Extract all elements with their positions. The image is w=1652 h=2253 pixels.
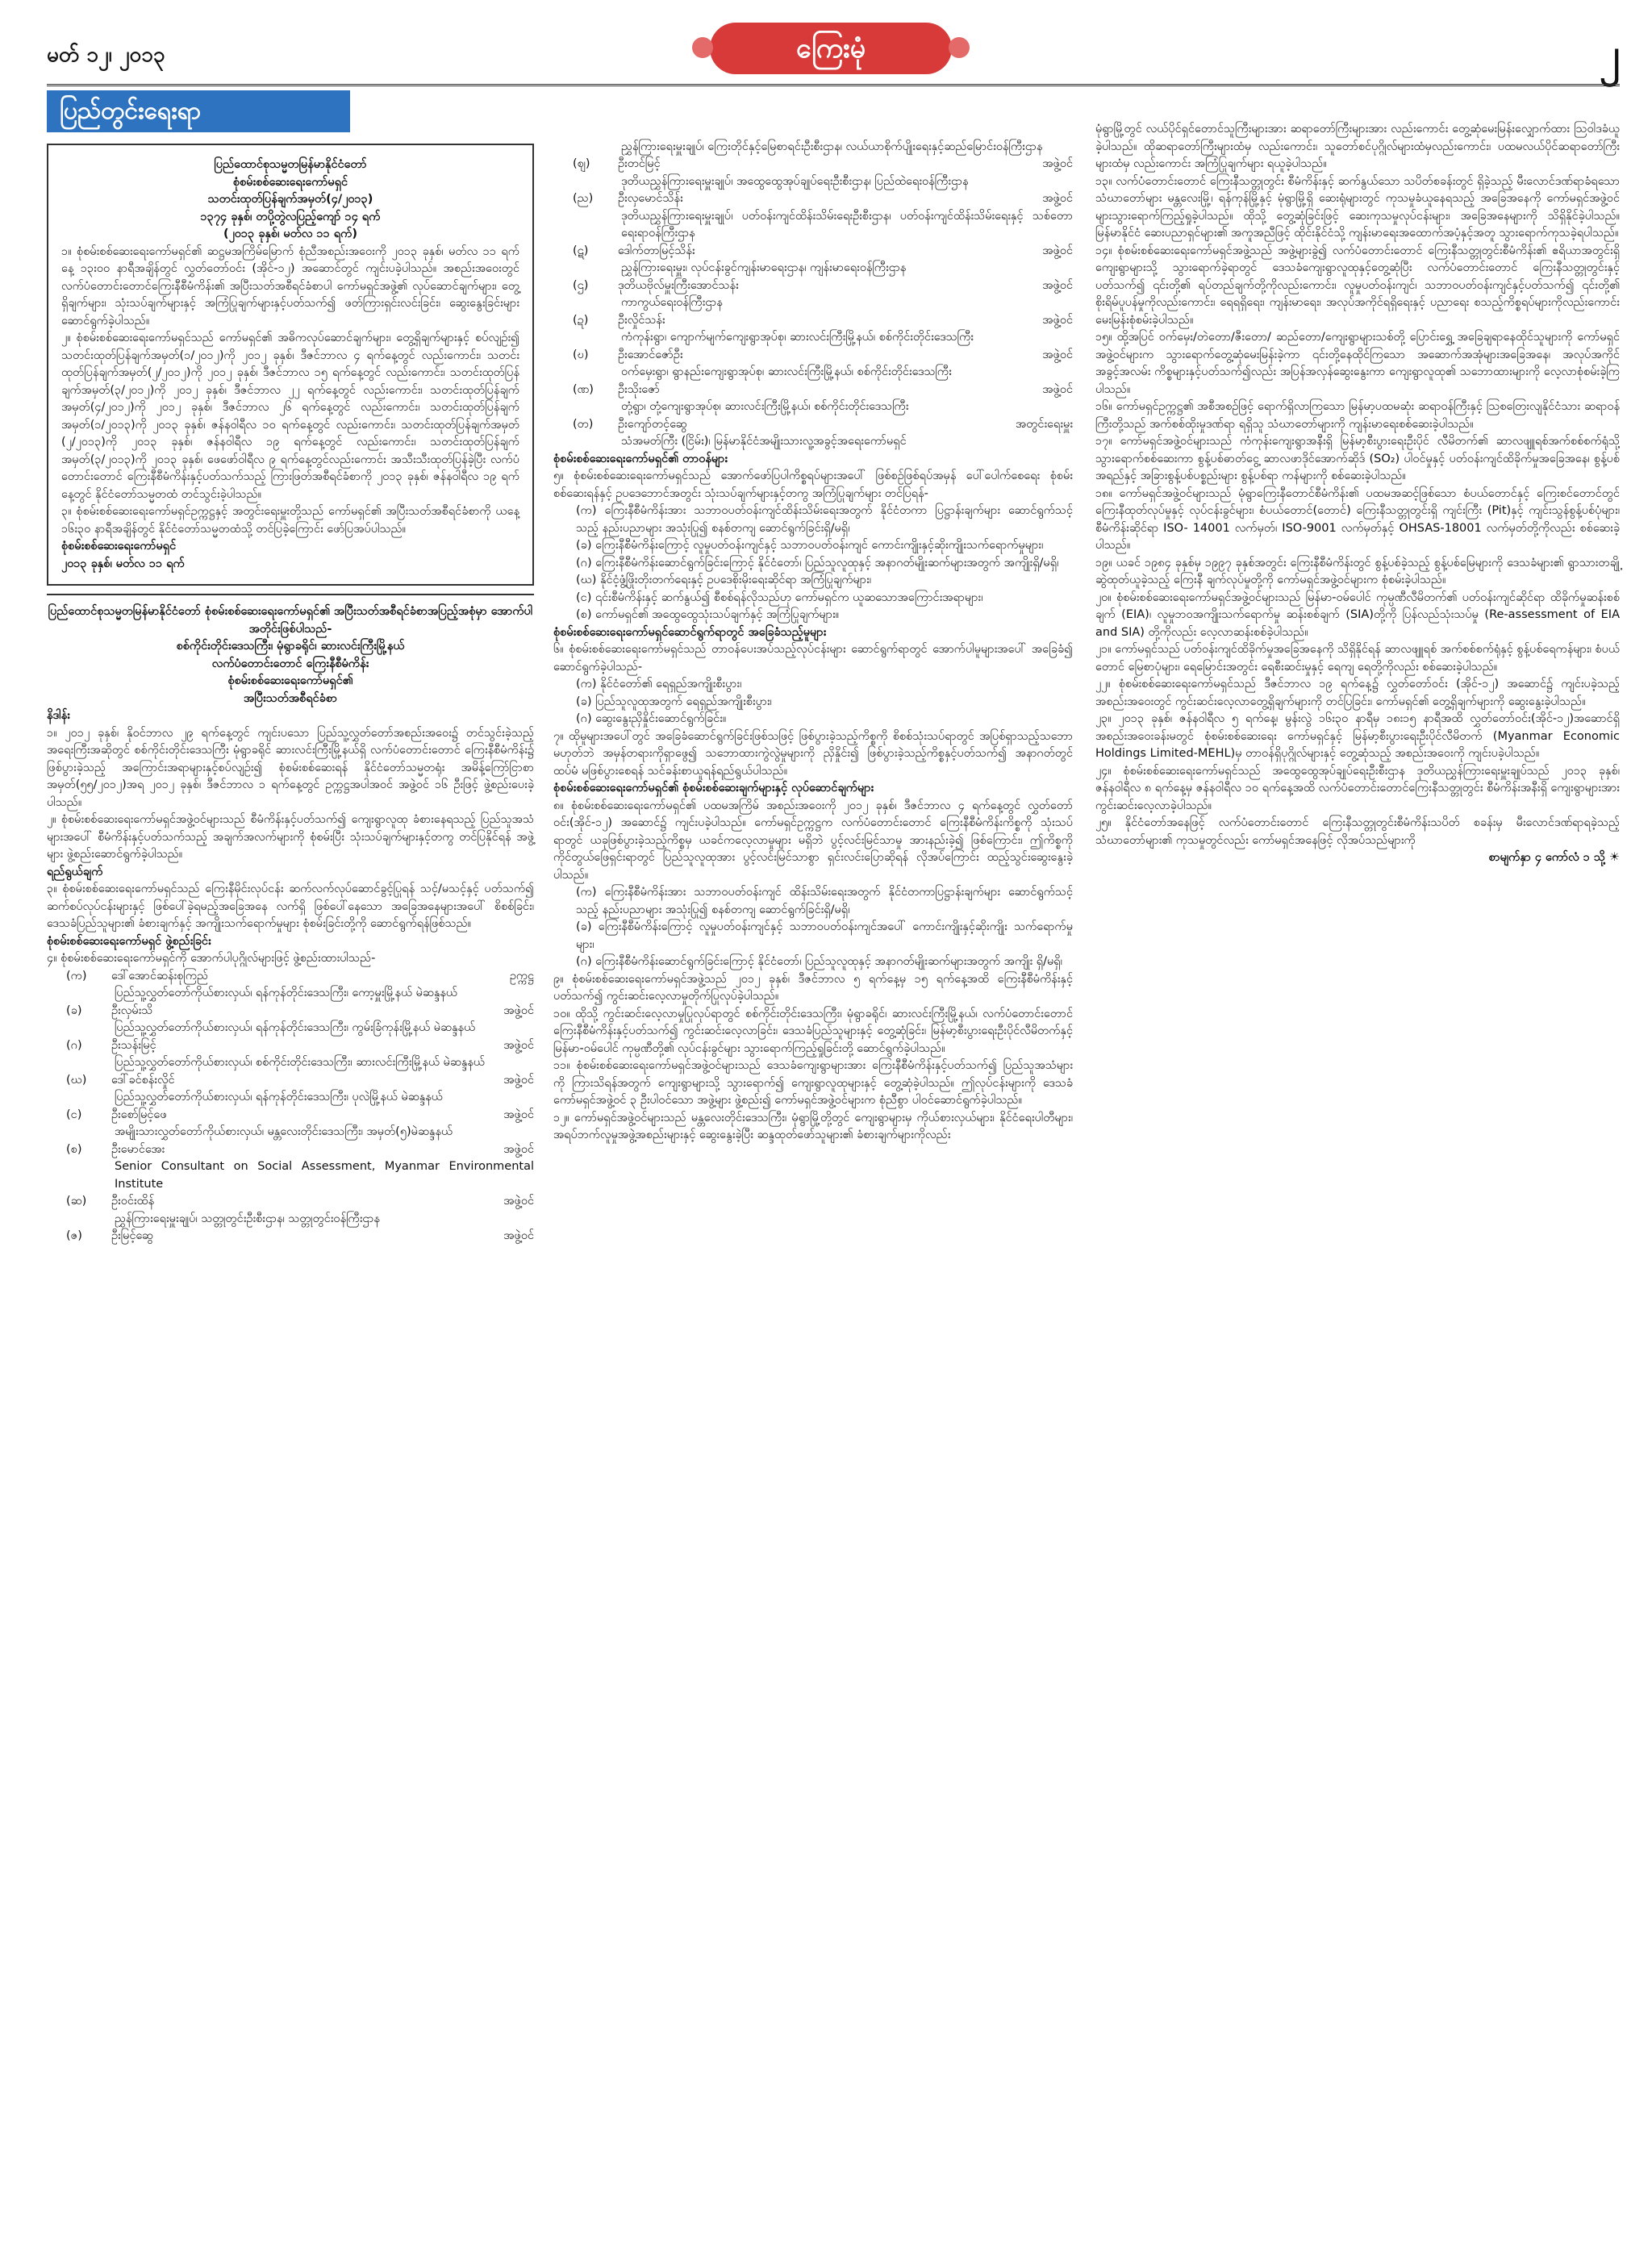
- member-name: ဦးမြင့်ဆွေ: [111, 1229, 153, 1242]
- section-heading: ရည်ရွယ်ချက်: [47, 865, 103, 878]
- member-list: [553, 121, 1073, 451]
- member-role: အဖွဲ့ဝင်: [503, 1108, 534, 1121]
- section-banner: ပြည်တွင်းရေးရာ: [47, 90, 350, 132]
- member-affiliation: တုံ့ရွာ၊ တုံ့ကျေးရွာအုပ်စု၊ ဆားလင်းကြီးမြို့နယ်၊ စစ်ကိုင်းတိုင်းဒေသကြီး: [621, 400, 909, 413]
- divider: [47, 594, 534, 595]
- member-list: [47, 968, 534, 1245]
- member-number: (စ): [66, 1142, 82, 1156]
- continued-note: စာမျက်နှာ ၄ ကော်လံ ၁ သို့ ☀: [1488, 851, 1620, 864]
- member-name: ဒေါ်အောင်ဆန်းစုကြည်: [111, 969, 209, 983]
- member-row: [553, 347, 1073, 365]
- member-role: အဖွဲ့ဝင်: [1042, 244, 1073, 257]
- member-number: (ဍ): [573, 313, 589, 327]
- member-role: [1000, 121, 1073, 139]
- member-affiliation: Senior Consultant on Social Assessment, Myanmar Environmental Institute: [115, 1160, 534, 1191]
- header-date: မတ် ၁၂၊ ၂၀၁၃: [47, 43, 165, 67]
- section-heading: စုံစမ်းစစ်ဆေးရေးကော်မရှင်၏ စုံစမ်းစစ်ဆေးချက်များနှင့် လုပ်ဆောင်ချက်များ: [553, 782, 874, 795]
- member-number: (ဋ): [573, 244, 589, 257]
- report-para: ၂၃။ ၂၀၁၃ ခုနှစ်၊ ဇန်နဝါရီလ ၅ ရက်နေ့၊ မွန်းလွဲ ၁၆း၃၀ နာရီမှ ၁၈း၁၅ နာရီအထိ လွှတ်တော်ဝင်း(အိုင်-၁၂)အဆောင်ရှိ အစည်းအဝေးခန်းမတွင် စုံစမ်းစစ်ဆေးရေး ကော်မရှင်နှင့် မြန်မာ့စီးပွားရေးဦးပိုင်လီမိတက် (Myanmar Economic Holdings Limited-MEHL)မှ တာဝန်ရှိပုဂ္ဂိုလ်များနှင့် တွေ့ဆုံသည့် အစည်းအဝေးကို ကျင်းပခဲ့ပါသည်။: [1095, 712, 1620, 760]
- member-name: ဦးသန်းမြင့်: [111, 1038, 156, 1052]
- member-row: [553, 243, 1073, 261]
- member-affiliation: ညွှန်ကြားရေးမှူး၊ လုပ်ငန်းခွင်ကျန်းမာရေးဌာန၊ ကျန်းမာရေးဝန်ကြီးဌာန: [621, 261, 907, 274]
- member-number: (ဇ): [66, 1229, 82, 1242]
- member-name: ဦးစော်မြင့်ဖေ: [111, 1108, 167, 1121]
- member-affiliation: ဒုတိယညွှန်ကြားရေးမှူးချုပ်၊ ပတ်ဝန်းကျင်ထိန်းသိမ်းရေးဦးစီးဌာန၊ ပတ်ဝန်းကျင်ထိန်းသိမ်းရေးနှင့် သစ်တောရေးရာဝန်ကြီးဌာန: [621, 209, 1073, 240]
- member-name: ဦးလှိုင်သန်း: [618, 313, 665, 327]
- member-name: ဒေါ်ခင်စန်းလှိုင်: [111, 1073, 175, 1087]
- member-row: [47, 1003, 534, 1020]
- report-para: ၁၉။ ယခင် ၁၉၈၄ ခုနှစ်မှ ၁၉၉၇ ခုနှစ်အတွင်း ကြေးနီစီမံကိန်းတွင် စွန့်ပစ်ခဲ့သည့် စွန့်ပစ်မြေများကို ဒေသခံများ၏ ရွာသားတချို့ ဆွဲထုတ်ယူခဲ့သည့် ကြေးနီ ချက်လုပ်မှုတို့ကို ကော်မရှင်အဖွဲ့ဝင်များက စုံစမ်းခဲ့ပါသည်။: [1095, 556, 1620, 586]
- member-role: အဖွဲ့ဝင်: [1042, 192, 1073, 205]
- report-para: ၂၄။ စုံစမ်းစစ်ဆေးရေးကော်မရှင်သည် အထွေထွေအုပ်ချုပ်ရေးဦးစီးဌာန ဒုတိယညွှန်ကြားရေးမှူးချုပ်သည် ၂၀၁၃ ခုနှစ်၊ ဇန်နဝါရီလ ၈ ရက်နေ့မှ ဇန်နဝါရီလ ၁၀ ရက်နေ့အထိ လက်ပံတောင်းတောင်ကြေးနီသတ္တုတွင်း စီမံကိန်းအနီးရှိ ကျေးရွာများအား ကွင်းဆင်းလေ့လာခဲ့ပါသည်။: [1095, 764, 1620, 812]
- member-role: အဖွဲ့ဝင်: [503, 1003, 534, 1017]
- member-affiliation: ကံကုန်းရွာ၊ ကျောက်မျက်ကျေးရွာအုပ်စု၊ ဆားလင်းကြီးမြို့နယ်၊ စစ်ကိုင်းတိုင်းဒေသကြီး: [621, 331, 974, 344]
- member-role: အဖွဲ့ဝင်: [1042, 278, 1073, 292]
- member-affiliation: ပြည်သူ့လွှတ်တော်ကိုယ်စားလှယ်၊ စစ်ကိုင်းတိုင်းဒေသကြီး၊ ဆားလင်းကြီးမြို့နယ် မဲဆန္ဒနယ်: [115, 1056, 486, 1069]
- report-para: ၁၀။ ထိုသို့ ကွင်းဆင်းလေ့လာမှုပြုလုပ်ရာတွင် စစ်ကိုင်းတိုင်းဒေသကြီး၊ မုံရွာခရိုင်၊ ဆားလင်းကြီးမြို့နယ်၊ လက်ပံတောင်းတောင် ကြေးနီစီမံကိန်းနှင့်ပတ်သက်၍ ကွင်းဆင်းလေ့လာခြင်း၊ ဒေသခံပြည်သူများနှင့် တွေ့ဆုံခြင်း၊ မြန်မာ့စီးပွားရေးဦးပိုင်လီမိတက်နှင့် မြန်မာ-ဝမ်ပေါင် ကုမ္ပဏီတို့၏ လုပ်ငန်းခွင်များ သွားရောက်ကြည့်ရှုခြင်းတို့ ဆောင်ရွက်ခဲ့ပါသည်။: [553, 1007, 1073, 1055]
- member-number: (ခ): [66, 1003, 82, 1017]
- list-item: (ဂ) ကြေးနီစီမံကိန်းဆောင်ရွက်ခြင်းကြောင့် နိုင်ငံတော်၊ ပြည်သူလူထုနှင့် အနာဂတ်မျိုးဆက်များအတွက် အကျိုး ရှိ/မရှိ၊: [576, 955, 1062, 968]
- member-name: ဦးလှမောင်သိန်း: [618, 192, 683, 205]
- list-item: (က) နိုင်ငံတော်၏ ရေရှည်အကျိုးစီးပွား၊: [576, 678, 742, 691]
- report-para: ၄။ စုံစမ်းစစ်ဆေးရေးကော်မရှင်ကို အောက်ပါပုဂ္ဂိုလ်များဖြင့် ဖွဲ့စည်းထားပါသည်-: [47, 952, 376, 965]
- notice-para: ၁။ စုံစမ်းစစ်ဆေးရေးကော်မရှင်၏ ဆဋ္ဌမအကြိမ်မြောက် စုံညီအစည်းအဝေးကို ၂၀၁၃ ခုနှစ်၊ မတ်လ ၁၁ ရက်နေ့ ၁၃း၀၀ နာရီအချိန်တွင် လွှတ်တော်ဝင်း (အိုင်-၁၂) အဆောင်တွင် ကျင်းပခဲ့ပါသည်။ အစည်းအဝေးတွင် လက်ပံတောင်းတောင်ကြေးနီစီမံကိန်း၏ အပြီးသတ်အစီရင်ခံစာပါ ကော်မရှင်အဖွဲ့၏ လုပ်ဆောင်ချက်များ၊ တွေ့ရှိချက်များ၊ သုံးသပ်ချက်များနှင့် အကြံပြုချက်များနှင့်ပတ်သက်၍ ဖတ်ကြားရှင်းလင်းခြင်း၊ ဆွေးနွေးခြင်းများ ဆောင်ရွက်ခဲ့ပါသည်။: [61, 244, 519, 328]
- method-list: [553, 676, 1073, 728]
- column-3: [1095, 121, 1620, 867]
- notice-org2: စုံစမ်းစစ်ဆေးရေးကော်မရှင်: [232, 175, 348, 189]
- member-role: အဖွဲ့ဝင်: [1042, 157, 1073, 170]
- member-affiliation: ပြည်သူ့လွှတ်တော်ကိုယ်စားလှယ်၊ ရန်ကုန်တိုင်းဒေသကြီး၊ ပုလဲမြို့နယ် မဲဆန္ဒနယ်: [115, 1091, 443, 1104]
- report-location: စစ်ကိုင်းတိုင်းဒေသကြီး၊ မုံရွာခရိုင်၊ ဆားလင်းကြီးမြို့နယ်: [176, 640, 405, 653]
- list-item: (ဂ) ကြေးနီစီမံကိန်းဆောင်ရွက်ခြင်းကြောင့် နိုင်ငံတော်၊ ပြည်သူလူထုနှင့် အနာဂတ်မျိုးဆက်များအတွက် အကျိုးရှိ/မရှိ၊: [576, 556, 1059, 570]
- member-name: ဦးဝင်းထိန်: [111, 1195, 155, 1208]
- member-role: အဖွဲ့ဝင်: [503, 1195, 534, 1208]
- report-para: ၁၇။ ကော်မရှင်အဖွဲ့ဝင်များသည် ကံကုန်းကျေးရွာအနီးရှိ မြန်မာ့စီးပွားရေးဦးပိုင် လီမိတက်၏ ဆာလဖျူရစ်အက်စစ်စက်ရုံသို့ သွားရောက်စစ်ဆေးကာ စွန့်ပစ်ဓာတ်ငွေ့ ဆာလဖာဒိုင်အောက်ဆိုဒ် (SO₂) ပါဝင်မှုနှင့် ပတ်ဝန်းကျင်ထိခိုက်မှုအခြေအနေ၊ စွန့်ပစ်အရည်နှင့် အခြားစွန့်ပစ်ပစ္စည်းများ စွန့်ပစ်ရာ ကန်များကို စစ်ဆေးခဲ့ပါသည်။: [1095, 435, 1620, 482]
- report-para: ၂၂။ စုံစမ်းစစ်ဆေးရေးကော်မရှင်သည် ဒီဇင်ဘာလ ၁၉ ရက်နေ့၌ လွှတ်တော်ဝင်း (အိုင်-၁၂) အဆောင်၌ ကျင်းပခဲ့သည့် အစည်းအဝေးတွင် ကွင်းဆင်းလေ့လာတွေ့ရှိချက်များကို တင်ပြခြင်း၊ ကော်မရှင်၏ တွေ့ရှိချက်များကို ဆွေးနွေးခဲ့ပါသည်။: [1095, 678, 1620, 708]
- member-number: (ဃ): [66, 1073, 87, 1087]
- report-para: ၁၃။ လက်ပံတောင်းတောင် ကြေးနီသတ္တုတွင်း စီမံကိန်းနှင့် ဆက်နွယ်သော သပိတ်စခန်းတွင် ရှိခဲ့သည့် မီးလောင်ဒဏ်ရာခံရသော သံဃာတော်များ မန္တလေးမြို့၊ ရန်ကုန်မြို့နှင့် မုံရွာမြို့ရှိ ဆေးရုံများတွင် ကုသမှုခံယူနေရသည့် အခြေအနေကို ကော်မရှင်အဖွဲ့ဝင်များသွားရောက်ကြည့်ရှုခဲ့ပါသည်။ ထိုသို့ တွေ့ဆုံခြင်းဖြင့် ဆေးကုသမှုလုပ်ငန်းများ၊ အခြေအနေများကို သိရှိနိုင်ခဲ့ပါသည်။ မြန်မာနိုင်ငံ ဆေးပညာရှင်များ၏ အကူအညီဖြင့် ထိုင်းနိုင်ငံသို့ ကျန်းမာရေးအထောက်အပံ့နှင့်အတူ သွားရောက်ကုသခဲ့ရပါသည်။: [1095, 174, 1620, 240]
- member-row: [47, 1107, 534, 1124]
- report-para: ၁၅။ ထို့အပြင် ဝက်မှေး/တဲတော/ဇီးတော/ ဆည်တော/ကျေးရွာများသစ်တို့ ပြောင်းရွှေ့ အခြေချရာနေထိုင်သူများကို ကော်မရှင်အဖွဲ့ဝင်များက သွားရောက်တွေ့ဆုံမေးမြန်းခဲ့ကာ ၎င်းတို့နေထိုင်ကြသော အဆောက်အအုံများအခြေအနေ၊ အလုပ်အကိုင်အခွင့်အလမ်း ကိစ္စများနှင့်ပတ်သက်၍လည်း အပြန်အလှန်ဆွေးနွေးကာ ကျေးရွာလူထု၏ သဘောထားများကို လေ့လာစုံစမ်းခဲ့ကြပါသည်။: [1095, 331, 1620, 396]
- report-para: ၁၂။ ကော်မရှင်အဖွဲ့ဝင်များသည် မန္တလေးတိုင်းဒေသကြီး၊ မုံရွာမြို့တို့တွင် ကျေးရွာများမှ ကိုယ်စားလှယ်များ၊ နိုင်ငံရေးပါတီများ၊ အရပ်ဘက်လူမှုအဖွဲ့အစည်းများနှင့် ဆွေးနွေးခဲ့ပြီး ဆန္ဒထုတ်ဖော်သူများ၏ ခံစားချက်များကိုလည်း: [553, 1111, 1073, 1141]
- member-affiliation: ကာကွယ်ရေးဝန်ကြီးဌာန: [621, 296, 723, 309]
- notice-para: ၃။ စုံစမ်းစစ်ဆေးရေးကော်မရှင်ဥက္ကဋ္ဌနှင့် အတွင်းရေးမှူးတို့သည် ကော်မရှင်၏ အပြီးသတ်အစီရင်ခံစာကို ယနေ့ ၁၆း၃၀ နာရီအချိန်တွင် နိုင်ငံတော်သမ္မတထံသို့ တင်ပြခဲ့ကြောင်း ဖော်ပြအပ်ပါသည်။: [61, 505, 519, 536]
- member-role: အဖွဲ့ဝင်: [1042, 382, 1073, 396]
- list-item: (က) ကြေးနီစီမံကိန်းအား သဘာဝပတ်ဝန်းကျင် ထိန်းသိမ်းရေးအတွက် နိုင်ငံတကာပြဋ္ဌာန်းချက်များ ဆောင်ရွက်သင့်သည့် နည်းပညာများ အသုံးပြု၍ စနစ်တကျ ဆောင်ရွက်ခြင်းရှိ/မရှိ၊: [576, 886, 1073, 916]
- member-row: [553, 121, 1073, 139]
- member-affiliation: ဝက်မှေးရွာ၊ ရွာနည်းကျေးရွာအုပ်စု၊ ဆားလင်းကြီးမြို့နယ်၊ စစ်ကိုင်းတိုင်းဒေသကြီး: [621, 365, 952, 378]
- member-row: [553, 416, 1073, 434]
- report-para: ၁၁။ စုံစမ်းစစ်ဆေးရေးကော်မရှင်အဖွဲ့ဝင်များသည် ဒေသခံကျေးရွာများအား ကြေးနီစီမံကိန်းနှင့်ပတ်သက်၍ ပြည်သူအသံများကို ကြားသိရန်အတွက် ကျေးရွာများသို့ သွားရောက်၍ ကျေးရွာလူထုများနှင့် တွေ့ဆုံခဲ့ပါသည်။ ဤလုပ်ငန်းများကို ဒေသခံကော်မရှင်အဖွဲ့ဝင် ၃ ဦးပါဝင်သော အဖွဲ့များ ဖွဲ့စည်း၍ ကော်မရှင်အဖွဲ့ဝင်များက စုံညီစွာ ပါဝင်ဆောင်ရွက်ခဲ့ပါသည်။: [553, 1059, 1073, 1107]
- member-name: ဒုတိယဗိုလ်မှူးကြီးအောင်သန်း: [618, 278, 739, 292]
- report-subtitle: စုံစမ်းစစ်ဆေးရေးကော်မရှင်၏: [227, 674, 353, 687]
- member-row: [47, 1193, 534, 1211]
- member-number: (ဂ): [66, 1038, 82, 1052]
- report-para: ၆။ စုံစမ်းစစ်ဆေးရေးကော်မရှင်သည် တာဝန်ပေးအပ်သည့်လုပ်ငန်းများ ဆောင်ရွက်ရာတွင် အောက်ပါမူများအပေါ် အခြေခံ၍ ဆောင်ရွက်ခဲ့ပါသည်-: [553, 643, 1073, 674]
- member-number: (ဈ): [573, 157, 590, 170]
- member-number: (တ): [573, 417, 594, 431]
- report-para: ၁။ ၂၀၁၂ ခုနှစ်၊ နိုဝင်ဘာလ ၂၉ ရက်နေ့တွင် ကျင်းပသော ပြည်သူ့လွှတ်တော်အစည်းအဝေး၌ တင်သွင်းခဲ့သည့် အရေးကြီးအဆိုတွင် စစ်ကိုင်းတိုင်းဒေသကြီး မုံရွာခရိုင် ဆားလင်းကြီးမြို့နယ်ရှိ လက်ပံတောင်းတောင် ကြေးနီစီမံကိန်း၌ ဖြစ်ပွားခဲ့သည့် အကြောင်းအရာများနှင့်စပ်လျဉ်း၍ စုံစမ်းစစ်ဆေးရန် နိုင်ငံတော်သမ္မတရုံး အမိန့်ကြော်ငြာစာအမှတ်(၅၅/၂၀၁၂)အရ ၂၀၁၂ ခုနှစ်၊ ဒီဇင်ဘာလ ၁ ရက်နေ့တွင် ဥက္ကဋ္ဌအပါအဝင် အဖွဲ့ဝင် ၁၆ ဦးဖြင့် ဖွဲ့စည်းပေးခဲ့ပါသည်။: [47, 726, 534, 809]
- report-para: ၁၆။ ကော်မရှင်ဥက္ကဋ္ဌ၏ အစီအစဉ်ဖြင့် ရောက်ရှိလာကြသော မြန်မာ့ပထမဆုံး ဆရာဝန်ကြီးနှင့် ဩစတြေးလျနိုင်ငံသား ဆရာဝန်ကြီးတို့သည် အက်စစ်ထိုးမှုဒဏ်ရာ ရရှိသူ သံဃာတော်များကို ကျန်းမာရေးစစ်ဆေးခဲ့ပါသည်။: [1095, 400, 1620, 431]
- section-heading: စုံစမ်းစစ်ဆေးရေးကော်မရှင်ဆောင်ရွက်ရာတွင် အခြေခံသည့်မူများ: [553, 625, 827, 639]
- member-role: အဖွဲ့ဝင်: [503, 1229, 534, 1242]
- member-role: အဖွဲ့ဝင်: [1042, 348, 1073, 361]
- member-affiliation: ဒုတိယညွှန်ကြားရေးမှူးချုပ်၊ အထွေထွေအုပ်ချုပ်ရေးဦးစီးဌာန၊ ပြည်ထဲရေးဝန်ကြီးဌာန: [621, 174, 969, 188]
- page-number: ၂: [1599, 30, 1620, 78]
- member-row: [47, 1228, 534, 1245]
- section-heading: စုံစမ်းစစ်ဆေးရေးကော်မရှင်၏ တာဝန်များ: [553, 452, 728, 465]
- member-number: (ဆ): [66, 1195, 87, 1208]
- member-affiliation: အမျိုးသားလွှတ်တော်ကိုယ်စားလှယ်၊ မန္တလေးတိုင်းဒေသကြီး၊ အမှတ်(၅)မဲဆန္ဒနယ်: [115, 1125, 453, 1138]
- report-para: ၅။ စုံစမ်းစစ်ဆေးရေးကော်မရှင်သည် အောက်ဖော်ပြပါကိစ္စရပ်များအပေါ် ဖြစ်စဉ်ဖြစ်ရပ်အမှန် ပေါ်ပေါက်စေရေး စုံစမ်းစစ်ဆေးရန်နှင့် ဥပဒေဘောင်အတွင်း သုံးသပ်ချက်များနှင့်တကွ အကြံပြုချက်များ တင်ပြရန်-: [553, 469, 1073, 500]
- report-para: ၃။ စုံစမ်းစစ်ဆေးရေးကော်မရှင်သည် ကြေးနီမိုင်းလုပ်ငန်း ဆက်လက်လုပ်ဆောင်ခွင့်ပြုရန် သင့်/မသင့်နှင့် ပတ်သက်၍ ဆက်စပ်လုပ်ငန်းများနှင့် ဖြစ်ပေါ်ခဲ့ရမည့်အခြေအနေ လက်ရှိ ဖြစ်ပေါ်နေသော အခြေအနေများအပေါ် စိစစ်ခြင်း၊ ဒေသခံပြည်သူများ၏ ခံစားချက်နှင့် အကျိုးသက်ရောက်မှုများ စုံစမ်းခြင်းတို့ကို ဆောင်ရွက်ရန်ဖြစ်သည်။: [47, 882, 534, 930]
- member-name: ဦးတင်မြင့်: [618, 157, 661, 170]
- member-number: (ည): [573, 192, 594, 205]
- act-list: [553, 884, 1073, 971]
- member-number: (င): [66, 1108, 82, 1121]
- press-release-box: [47, 144, 534, 586]
- member-number: (ဎ): [573, 348, 589, 361]
- member-role: အဖွဲ့ဝင်: [503, 1073, 534, 1087]
- list-item: (ဃ) နိုင်ငံ့ဖွံ့ဖြိုးတိုးတက်ရေးနှင့် ဥပဒေစိုးမိုးရေးဆိုင်ရာ အကြံပြုချက်များ၊: [576, 574, 872, 586]
- member-row: [553, 277, 1073, 295]
- notice-org1: ပြည်ထောင်စုသမ္မတမြန်မာနိုင်ငံတော်: [214, 158, 367, 171]
- notice-title: သတင်းထုတ်ပြန်ချက်အမှတ်(၄/၂၀၁၃): [207, 193, 373, 206]
- member-row: [553, 156, 1073, 173]
- list-item: (ခ) ကြေးနီစီမံကိန်းကြောင့် လူမှုပတ်ဝန်းကျင်နှင့် သဘာဝပတ်ဝန်းကျင် ကောင်းကျိုးနှင့်ဆိုးကျိုးသက်ရောက်မှုများ၊: [576, 539, 1044, 552]
- member-affiliation: ပြည်သူ့လွှတ်တော်ကိုယ်စားလှယ်၊ ရန်ကုန်တိုင်းဒေသကြီး၊ ကွမ်းခြံကုန်းမြို့နယ် မဲဆန္ဒနယ်: [115, 1021, 476, 1034]
- notice-date2: (၂၀၁၃ ခုနှစ်၊ မတ်လ ၁၁ ရက်): [223, 227, 357, 240]
- mandate-list: [553, 503, 1073, 624]
- member-row: [47, 968, 534, 986]
- report-para: ၁၄။ စုံစမ်းစစ်ဆေးရေးကော်မရှင်အဖွဲ့သည် အဖွဲ့များခွဲ၍ လက်ပံတောင်းတောင် ကြေးနီသတ္တုတွင်းစီမံကိန်း၏ ဧရိယာအတွင်းရှိ ကျေးရွာများသို့ သွားရောက်ခဲ့ရာတွင် ဒေသခံကျေးရွာလူထုနှင့်တွေ့ဆုံပြီး လက်ပံတောင်းတောင် ကြေးနီသတ္တုတွင်းနှင့်ပတ်သက်၍ ၎င်းတို့၏ ရပ်တည်ချက်တို့ကိုလည်းကောင်း၊ လူမှုပတ်ဝန်းကျင်၊ သဘာဝပတ်ဝန်းကျင်နှင့်ပတ်သက်၍ ၎င်းတို့၏ စိုးရိမ်ပူပန်မှုကိုလည်းကောင်း၊ ရေရရှိရေး၊ ကျန်းမာရေး၊ အလုပ်အကိုင်ရရှိရေးနှင့် ပညာရေး စသည့်ကိစ္စရပ်များကိုလည်းကောင်း မေးမြန်းစုံစမ်းခဲ့ပါသည်။: [1095, 244, 1620, 327]
- member-row: [553, 312, 1073, 330]
- masthead-logo: ကြေးမုံ: [710, 23, 952, 74]
- report-para: ၂၁။ ကော်မရှင်သည် ပတ်ဝန်းကျင်ထိခိုက်မှုအခြေအနေကို သိရှိနိုင်ရန် ဆာလဖျူရစ် အက်စစ်စက်ရုံနှင့် စွန့်ပစ်ရေကန်များ၊ စံပယ်တောင် မြေစာပုံများ၊ ရေမြောင်းအတွင်း ရေစီးဆင်းမှုနှင့် ရေကျ ရေတို့ကိုလည်း စစ်ဆေးခဲ့ပါသည်။: [1095, 643, 1621, 674]
- member-affiliation: ညွှန်ကြားရေးမှူးချုပ်၊ ကြေးတိုင်နှင့်မြေစာရင်းဦးစီးဌာန၊ လယ်ယာစိုက်ပျိုးရေးနှင့်ဆည်မြောင်းဝန်ကြီးဌာန: [621, 140, 1043, 153]
- column-1: [47, 144, 534, 1245]
- list-item: (ဂ) ဆွေးနွေးညှိနှိုင်းဆောင်ရွက်ခြင်း။: [576, 712, 727, 725]
- member-affiliation: ညွှန်ကြားရေးမှူးချုပ်၊ သတ္တုတွင်းဦးစီးဌာန၊ သတ္တုတွင်းဝန်ကြီးဌာန: [115, 1212, 380, 1225]
- notice-para: ၂။ စုံစမ်းစစ်ဆေးရေးကော်မရှင်သည် ကော်မရှင်၏ အဓိကလုပ်ဆောင်ချက်များ၊ တွေ့ရှိချက်များနှင့် စပ်လျဉ်း၍ သတင်းထုတ်ပြန်ချက်အမှတ်(၁/၂၀၁၂)ကို ၂၀၁၂ ခုနှစ်၊ ဒီဇင်ဘာလ ၄ ရက်နေ့တွင် လည်းကောင်း၊ သတင်းထုတ်ပြန်ချက်အမှတ်(၂/၂၀၁၂)ကို ၂၀၁၂ ခုနှစ်၊ ဒီဇင်ဘာလ ၁၅ ရက်နေ့တွင် လည်းကောင်း၊ သတင်းထုတ်ပြန်ချက်အမှတ်(၃/၂၀၁၂)ကို ၂၀၁၂ ခုနှစ်၊ ဒီဇင်ဘာလ ၂၂ ရက်နေ့တွင် လည်းကောင်း၊ သတင်းထုတ်ပြန်ချက်အမှတ်(၄/၂၀၁၂)ကို ၂၀၁၂ ခုနှစ်၊ ဒီဇင်ဘာလ ၂၆ ရက်နေ့တွင် လည်းကောင်း၊ သတင်းထုတ်ပြန်ချက်အမှတ်(၁/၂၀၁၃)ကို ၂၀၁၃ ခုနှစ်၊ ဇန်နဝါရီလ ၁၀ ရက်နေ့တွင် လည်းကောင်း၊ သတင်းထုတ်ပြန်ချက်အမှတ် (၂/၂၀၁၃)ကို ၂၀၁၃ ခုနှစ်၊ ဇန်နဝါရီလ ၁၉ ရက်နေ့တွင် လည်းကောင်း၊ သတင်းထုတ်ပြန်ချက်အမှတ်(၃/၂၀၁၃)ကို ၂၀၁၃ ခုနှစ်၊ ဖေဖော်ဝါရီလ ၉ ရက်နေ့တွင်လည်းကောင်း အသီးသီးထုတ်ပြန်ခဲ့ပြီး လက်ပံတောင်းတောင် ကြေးနီစီမံကိန်းနှင့်ပတ်သက်သည့် ကြားဖြတ်အစီရင်ခံစာကို ၂၀၁၃ ခုနှစ်၊ ဇန်နဝါရီလ ၁၉ ရက်နေ့တွင် နိုင်ငံတော်သမ္မတထံ တင်သွင်းခဲ့ပါသည်။: [61, 332, 519, 501]
- report-para: ၂။ စုံစမ်းစစ်ဆေးရေးကော်မရှင်အဖွဲ့ဝင်များသည် စီမံကိန်းနှင့်ပတ်သက်၍ ကျေးရွာလူထု ခံစားနေရသည့် ပြည်သူအသံများအပေါ် စီမံကိန်းနှင့်ပတ်သက်သည့် အချက်အလက်များကို စုံစမ်းပြီး သုံးသပ်ချက်များနှင့်တကွ တင်ပြနိုင်ရန် အဖွဲ့များ ဖွဲ့စည်းဆောင်ရွက်ခဲ့ပါသည်။: [47, 813, 534, 861]
- notice-date1: ၁၃၇၄ ခုနှစ်၊ တပို့တွဲလပြည့်ကျော် ၁၄ ရက်: [200, 210, 381, 223]
- member-name: ဦးအောင်ဇော်ဦး: [618, 348, 683, 361]
- member-row: [47, 1072, 534, 1090]
- report-heading: ပြည်ထောင်စုသမ္မတမြန်မာနိုင်ငံတော် စုံစမ်းစစ်ဆေးရေးကော်မရှင်၏ အပြီးသတ်အစီရင်ခံစာအပြည့်အစုံမှာ အောက်ပါအတိုင်းဖြစ်ပါသည်-: [48, 605, 533, 636]
- header-rule: [47, 84, 1620, 86]
- section-heading: စုံစမ်းစစ်ဆေးရေးကော်မရှင် ဖွဲ့စည်းခြင်း: [47, 934, 211, 948]
- member-row: [47, 1037, 534, 1055]
- column-2: [553, 121, 1073, 1145]
- member-role: အဖွဲ့ဝင်: [503, 1038, 534, 1052]
- list-item: (က) ကြေးနီစီမံကိန်းအား သဘာဝပတ်ဝန်းကျင်ထိန်းသိမ်းရေးအတွက် နိုင်ငံတကာ ပြဋ္ဌာန်းချက်များ ဆောင်ရွက်သင့်သည့် နည်းပညာများ အသုံးပြု၍ စနစ်တကျ ဆောင်ရွက်ခြင်းရှိ/မရှိ၊: [576, 504, 1073, 535]
- list-item: (င) ၎င်းစီမံကိန်းနှင့် ဆက်နွယ်၍ စီစစ်ရန်လိုသည်ဟု ကော်မရှင်က ယူဆသောအကြောင်းအရာများ၊: [576, 590, 983, 604]
- member-role: ဥက္ကဋ္ဌ: [509, 969, 534, 983]
- member-number: (ဌ): [573, 278, 589, 292]
- member-affiliation: ပြည်သူ့လွှတ်တော်ကိုယ်စားလှယ်၊ ရန်ကုန်တိုင်းဒေသကြီး၊ ကော့မှူးမြို့နယ် မဲဆန္ဒနယ်: [115, 987, 458, 999]
- member-number: (က): [66, 969, 87, 983]
- list-item: (ခ) ကြေးနီစီမံကိန်းကြောင့် လူမှုပတ်ဝန်းကျင်နှင့် သဘာဝပတ်ဝန်းကျင်အပေါ် ကောင်းကျိုးနှင့်ဆိုးကျိုး သက်ရောက်မှုများ၊: [576, 920, 1073, 951]
- member-role: အဖွဲ့ဝင်: [1042, 313, 1073, 327]
- section-heading: နိဒါန်း: [47, 709, 70, 722]
- member-affiliation: သံအမတ်ကြီး (ငြိမ်း)၊ မြန်မာနိုင်ငံအမျိုးသားလူ့အခွင့်အရေးကော်မရှင်: [621, 435, 907, 448]
- member-name: ဦးကျော်တင့်ဆွေ: [618, 417, 687, 431]
- report-para: ၇။ ထိုမူများအပေါ်တွင် အခြေခံဆောင်ရွက်ခြင်းဖြစ်သဖြင့် ဖြစ်ပွားခဲ့သည့်ကိစ္စကို စိစစ်သုံးသပ်ရာတွင် အပြစ်ရှာသည့်သဘောမဟုတ်ဘဲ အမှန်တရားကိုရှာဖွေ၍ သဘောထားကွဲလွဲမှုများကို ညှိနှိုင်း၍ ဖြစ်ပွားခဲ့သည့်ကိစ္စနှင့်ပတ်သက်၍ အနာဂတ်တွင် ထပ်မံ မဖြစ်ပွားစေရန် သင်ခန်းစာယူရန်ရည်ရွယ်ပါသည်။: [553, 729, 1073, 778]
- member-number: (ဏ): [573, 382, 594, 396]
- member-name: ဦးလှမ်းသိ: [111, 1003, 153, 1017]
- member-row: [553, 190, 1073, 208]
- member-row: [553, 382, 1073, 399]
- member-role: အဖွဲ့ဝင်: [503, 1142, 534, 1156]
- report-para: ၉။ စုံစမ်းစစ်ဆေးရေးကော်မရှင်အဖွဲ့သည် ၂၀၁၂ ခုနှစ်၊ ဒီဇင်ဘာလ ၅ ရက်နေ့မှ ၁၅ ရက်နေ့အထိ ကြေးနီစီမံကိန်းနှင့်ပတ်သက်၍ ကွင်းဆင်းလေ့လာမှုတိုက်ပြုလုပ်ခဲ့ပါသည်။: [553, 972, 1073, 1003]
- notice-signature: စုံစမ်းစစ်ဆေးရေးကော်မရှင်: [61, 540, 177, 553]
- report-para: ၁၈။ ကော်မရှင်အဖွဲ့ဝင်များသည် မုံရွာကြေးနီတောင်စီမံကိန်း၏ ပထမအဆင့်ဖြစ်သော စံပယ်တောင်နှင့် ကြေးစင်တောင်တွင် ကြေးနီထုတ်လုပ်မှုနှင့် လုပ်ငန်းခွင်များ၊ စံပယ်တောင်(တောင်) ကြေးနီသတ္တုတွင်းရှိ ကျင်းကြီး (Pit)နှင့် ကျင်းသွန်စွန့်ပစ်ပုံများ၊ စီမံကိန်းဆိုင်ရာ ISO- 14001 လက်မှတ်၊ ISO-9001 လက်မှတ်နှင့် OHSAS-18001 လက်မှတ်တို့ကိုလည်း စစ်ဆေးခဲ့ပါသည်။: [1095, 486, 1620, 552]
- member-role: အတွင်းရေးမှူး: [1016, 417, 1073, 431]
- member-name: ဒေါက်တာမြင့်သိန်း: [618, 244, 695, 257]
- report-para: ၈။ စုံစမ်းစစ်ဆေးရေးကော်မရှင်၏ ပထမအကြိမ် အစည်းအဝေးကို ၂၀၁၂ ခုနှစ်၊ ဒီဇင်ဘာလ ၄ ရက်နေ့တွင် လွှတ်တော်ဝင်း(အိုင်-၁၂) အဆောင်၌ ကျင်းပခဲ့ပါသည်။ ကော်မရှင်ဥက္ကဋ္ဌက လက်ပံတောင်းတောင် ကြေးနီစီမံကိန်းကိစ္စကို သုံးသပ်ရာတွင် ယခုဖြစ်ပွားခဲ့သည့်ကိစ္စမှ ယခင်ကလေ့လာမှုများ မရှိဘဲ ပွင့်လင်းမြင်သာမှု အားနည်းခဲ့၍ ဖြစ်ကြောင်း၊ ဤကိစ္စကို ကိုင်တွယ်ဖြေရှင်းရာတွင် ပြည်သူလူထုအား ပွင့်လင်းမြင်သာစွာ ရှင်းလင်းပြောဆိုရန် လိုအပ်ကြောင်း ထည့်သွင်းဆွေးနွေးခဲ့ပါသည်။: [553, 799, 1073, 882]
- report-para: ၂၅။ နိုင်ငံတော်အနေဖြင့် လက်ပံတောင်းတောင် ကြေးနီသတ္တုတွင်းစီမံကိန်းသပိတ် စခန်းမှ မီးလောင်ဒဏ်ရာရခဲ့သည့် သံဃာတော်များ၏ ကုသမှုတွင်လည်း ကော်မရှင်အနေဖြင့် လိုအပ်သည်များကို: [1095, 816, 1620, 847]
- report-para: ၂၀။ စုံစမ်းစစ်ဆေးရေးကော်မရှင်အဖွဲ့ဝင်များသည် မြန်မာ-ဝမ်ပေါင် ကုမ္ပဏီလီမိတက်၏ ပတ်ဝန်းကျင်ဆိုင်ရာ ထိခိုက်မှုဆန်းစစ်ချက် (EIA)၊ လူမှုဘဝအကျိုးသက်ရောက်မှု ဆန်းစစ်ချက် (SIA)တို့ကို ပြန်လည်သုံးသပ်မှု (Re-assessment of EIA and SIA) တို့ကိုလည်း လေ့လာဆန်းစစ်ခဲ့ပါသည်။: [1095, 590, 1620, 639]
- report-subtitle: အပြီးသတ်အစီရင်ခံစာ: [244, 691, 337, 705]
- member-row: [47, 1141, 534, 1159]
- report-para: မုံရွာမြို့တွင် လယ်ပိုင်ရှင်တောင်သူကြီးများအား ဆရာတော်ကြီးများအား လည်းကောင်း တွေ့ဆုံမေးမြန်းလျှောက်ထား သြဝါဒခံယူခဲ့ပါသည်။ ထိုဆရာတော်ကြီးများထံမှ လည်းကောင်း၊ သူတော်စင်ပုဂ္ဂိုလ်များထံမှလည်းကောင်း၊ ပထမလယ်ပိုင်ဆရာတော်ကြီးများထံမှ လည်းကောင်း အကြံပြုချက်များ ရယူခဲ့ပါသည်။: [1095, 123, 1620, 170]
- notice-sign-date: ၂၀၁၃ ခုနှစ်၊ မတ်လ ၁၁ ရက်: [61, 557, 185, 570]
- list-item: (ခ) ပြည်သူလူထုအတွက် ရေရှည်အကျိုးစီးပွား၊: [576, 695, 772, 708]
- list-item: (စ) ကော်မရှင်၏ အထွေထွေသုံးသပ်ချက်နှင့် အကြံပြုချက်များ။: [576, 608, 840, 621]
- report-project: လက်ပံတောင်းတောင် ကြေးနီစီမံကိန်း: [211, 657, 369, 670]
- member-name: ဦးသိုးဇော်: [618, 382, 660, 396]
- member-name: ဦးမောင်အေး: [111, 1142, 165, 1156]
